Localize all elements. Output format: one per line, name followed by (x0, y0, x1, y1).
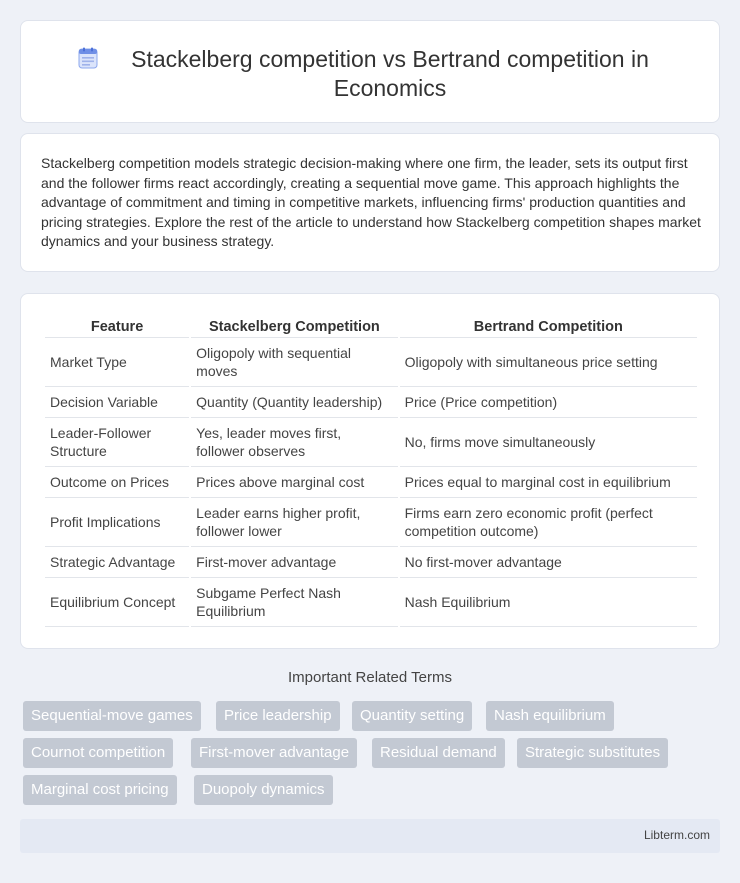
comparison-card (20, 293, 720, 649)
title-wrap (21, 45, 719, 103)
feature-cell: Leader-Follower Structure (45, 418, 189, 467)
table-header-row (45, 316, 697, 338)
bertrand-cell: Price (Price competition) (400, 387, 697, 418)
footer-site-link[interactable]: Libterm.com (643, 828, 710, 842)
stackelberg-cell: Quantity (Quantity leadership) (191, 387, 397, 418)
feature-cell: Decision Variable (45, 387, 189, 418)
feature-cell: Equilibrium Concept (45, 578, 189, 627)
comparison-table (43, 316, 699, 627)
intro-card (20, 133, 720, 272)
tag-cournot-competition[interactable]: Cournot competition (23, 738, 173, 768)
table-row (45, 418, 697, 467)
feature-cell: Profit Implications (45, 498, 189, 547)
stackelberg-cell: Prices above marginal cost (191, 467, 397, 498)
tag-marginal-cost-pricing[interactable]: Marginal cost pricing (23, 775, 177, 805)
tag-price-leadership[interactable]: Price leadership (216, 701, 340, 731)
table-row (45, 467, 697, 498)
document-icon (77, 47, 99, 69)
table-row (45, 387, 697, 418)
tag-first-mover-advantage[interactable]: First-mover advantage (191, 738, 357, 768)
feature-cell: Outcome on Prices (45, 467, 189, 498)
header-bertrand: Bertrand Competition (400, 316, 697, 338)
footer (20, 819, 720, 853)
stackelberg-cell: Yes, leader moves first, follower observes (191, 418, 397, 467)
bertrand-cell: Firms earn zero economic profit (perfect competition outcome) (400, 498, 697, 547)
stackelberg-cell: Oligopoly with sequential moves (191, 338, 397, 387)
table-row (45, 498, 697, 547)
bertrand-cell: Oligopoly with simultaneous price setting (400, 338, 697, 387)
related-terms-heading: Important Related Terms (288, 669, 452, 686)
tag-residual-demand[interactable]: Residual demand (372, 738, 505, 768)
stackelberg-cell: Subgame Perfect Nash Equilibrium (191, 578, 397, 627)
intro-paragraph: Stackelberg competition models strategic decision-making where one firm, the leader, sets its output first and the follower firms react accordingly, creating a sequential move game. This approach highlights the advantage of commitment and timing in competitive markets, influencing firms' production quantities and pricing strategies. Explore the rest of the article to understand how Stackelberg competition shapes market dynamics and your business strategy. (41, 155, 701, 250)
feature-cell: Strategic Advantage (45, 547, 189, 578)
header-feature: Feature (45, 316, 189, 338)
table-row (45, 578, 697, 627)
feature-cell: Market Type (45, 338, 189, 387)
table-row (45, 547, 697, 578)
title-card (20, 20, 720, 123)
tag-duopoly-dynamics[interactable]: Duopoly dynamics (194, 775, 333, 805)
stackelberg-cell: First-mover advantage (191, 547, 397, 578)
table-row (45, 338, 697, 387)
bertrand-cell: No first-mover advantage (400, 547, 697, 578)
stackelberg-cell: Leader earns higher profit, follower lower (191, 498, 397, 547)
bertrand-cell: No, firms move simultaneously (400, 418, 697, 467)
tag-sequential-move-games[interactable]: Sequential-move games (23, 701, 201, 731)
bertrand-cell: Prices equal to marginal cost in equilibrium (400, 467, 697, 498)
bertrand-cell: Nash Equilibrium (400, 578, 697, 627)
header-stackelberg: Stackelberg Competition (191, 316, 397, 338)
tag-quantity-setting[interactable]: Quantity setting (352, 701, 472, 731)
tag-nash-equilibrium[interactable]: Nash equilibrium (486, 701, 614, 731)
page-title: Stackelberg competition vs Bertrand competition in Economics (131, 46, 649, 101)
tag-strategic-substitutes[interactable]: Strategic substitutes (517, 738, 668, 768)
